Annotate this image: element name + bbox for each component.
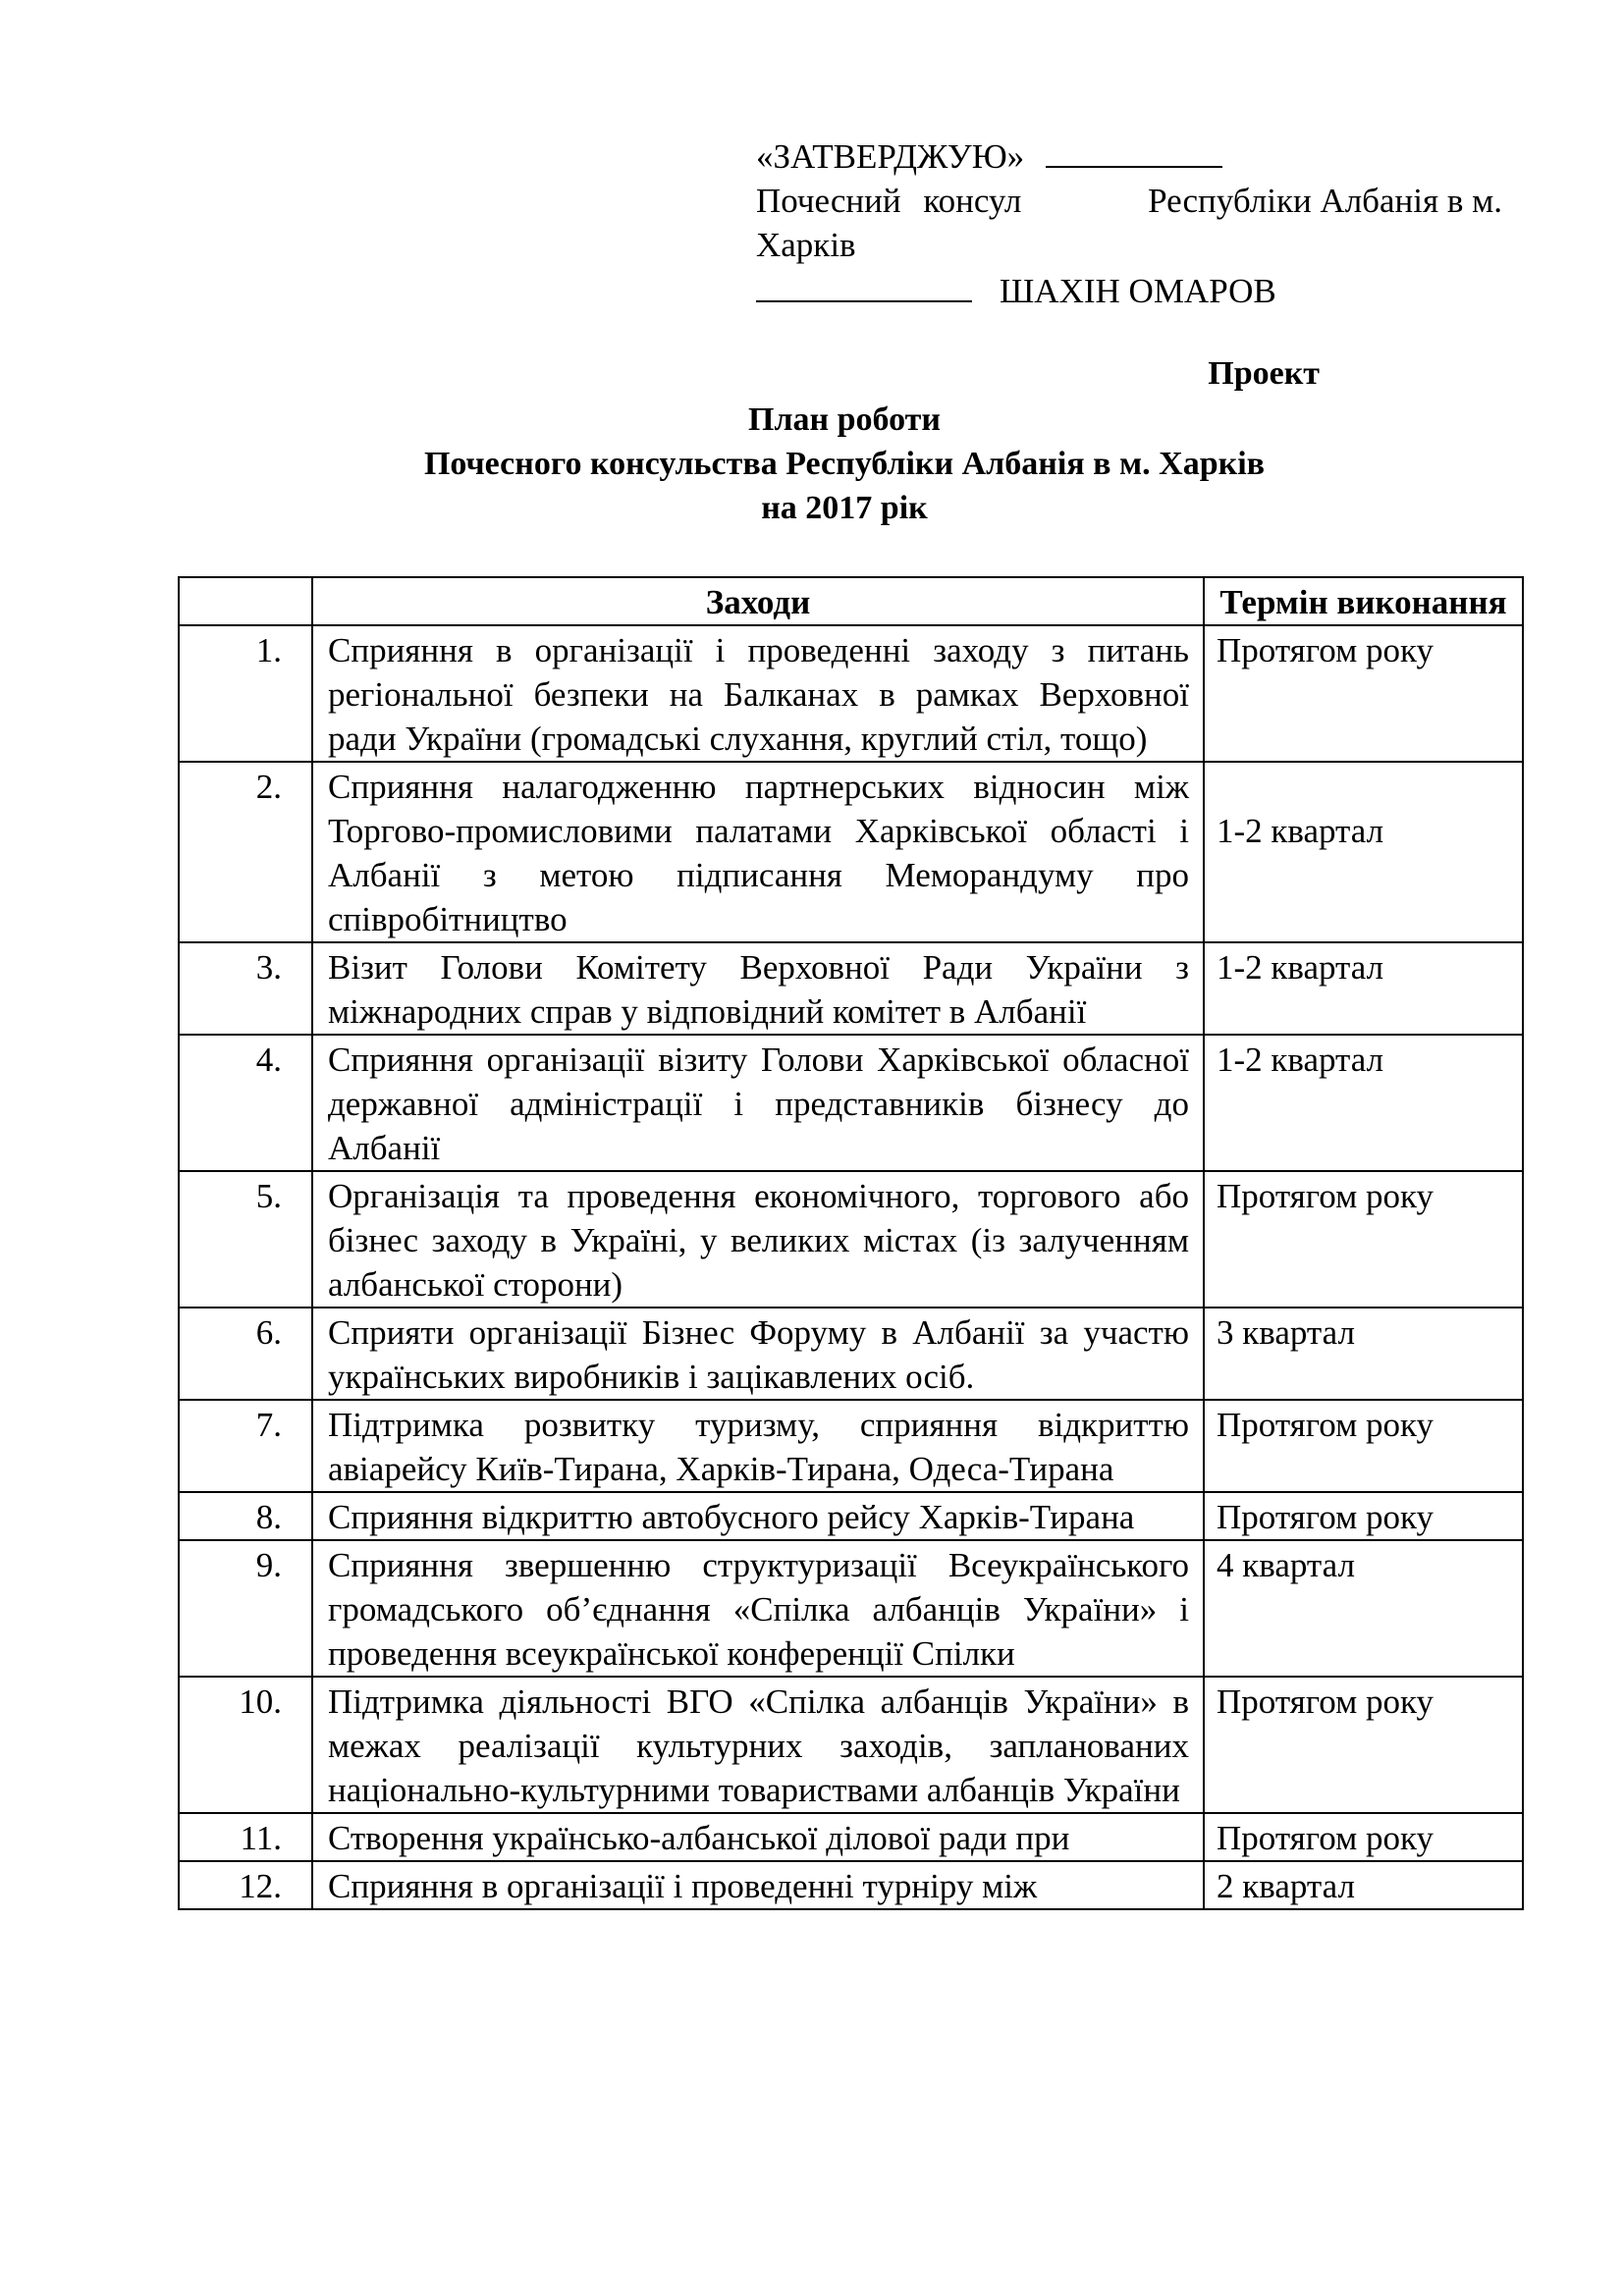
row-event: Підтримка розвитку туризму, сприяння відкриттю авіарейсу Київ-Тирана, Харків-Тирана, Одеса-Тирана (312, 1400, 1204, 1492)
signature-row (756, 267, 1522, 313)
row-event: Сприяння звершенню структуризації Всеукраїнського громадського об’єднання «Спілка албанців України» і проведення всеукраїнської конференції Спілки (312, 1540, 1204, 1677)
table-row (179, 625, 1523, 762)
row-num: 2. (179, 762, 312, 942)
row-num: 4. (179, 1035, 312, 1171)
row-term: 1-2 квартал (1204, 942, 1523, 1035)
row-event: Сприяння налагодженню партнерських відносин між Торгово-промисловими палатами Харківської області і Албанії з метою підписання Меморандуму про співробітництво (312, 762, 1204, 942)
title-line-3: на 2017 рік (761, 490, 928, 526)
row-num: 1. (179, 625, 312, 762)
row-event: Візит Голови Комітету Верховної Ради України з міжнародних справ у відповідний комітет в Албанії (312, 942, 1204, 1035)
row-term: 1-2 квартал (1204, 762, 1523, 942)
row-event: Створення українсько-албанської ділової ради при (312, 1813, 1204, 1861)
row-num: 5. (179, 1171, 312, 1308)
row-term: Протягом року (1204, 625, 1523, 762)
row-num: 12. (179, 1861, 312, 1909)
row-term: Протягом року (1204, 1492, 1523, 1540)
approve-label: «ЗАТВЕРДЖУЮ» (756, 137, 1025, 176)
consul-position-line (756, 179, 1502, 223)
signature-line (1046, 133, 1222, 168)
row-num: 10. (179, 1677, 312, 1813)
row-term: 4 квартал (1204, 1540, 1523, 1677)
work-plan-table (178, 576, 1524, 1910)
consul-name: ШАХІН ОМАРОВ (1000, 272, 1276, 310)
table-row (179, 1861, 1523, 1909)
row-term: Протягом року (1204, 1171, 1523, 1308)
table-row (179, 1171, 1523, 1308)
row-event: Сприяння відкриттю автобусного рейсу Харків-Тирана (312, 1492, 1204, 1540)
row-num: 7. (179, 1400, 312, 1492)
table-header-row (179, 577, 1523, 625)
row-term: 3 квартал (1204, 1308, 1523, 1400)
consul-position: Почесний консул (756, 182, 1022, 220)
table-row (179, 1308, 1523, 1400)
row-num: 6. (179, 1308, 312, 1400)
header-event: Заходи (312, 577, 1204, 625)
table-row (179, 1540, 1523, 1677)
row-num: 11. (179, 1813, 312, 1861)
table-row (179, 762, 1523, 942)
row-num: 3. (179, 942, 312, 1035)
row-term: 1-2 квартал (1204, 1035, 1523, 1171)
table-row (179, 1813, 1523, 1861)
row-term: Протягом року (1204, 1813, 1523, 1861)
row-event: Організація та проведення економічного, торгового або бізнес заходу в Україні, у великих містах (із залученням албанської сторони) (312, 1171, 1204, 1308)
row-event: Сприяти організації Бізнес Форуму в Албанії за участю українських виробників і зацікавлених осіб. (312, 1308, 1204, 1400)
approval-line (756, 133, 1522, 179)
table-row (179, 1400, 1523, 1492)
header-num (179, 577, 312, 625)
header-term: Термін виконання (1204, 577, 1523, 625)
row-term: Протягом року (1204, 1400, 1523, 1492)
signature-line-2 (756, 267, 972, 302)
approval-block (756, 133, 1522, 313)
table-row (179, 1035, 1523, 1171)
table-row (179, 942, 1523, 1035)
row-event: Підтримка діяльності ВГО «Спілка албанців України» в межах реалізації культурних заходів, запланованих національно-культурними товариствами албанців України (312, 1677, 1204, 1813)
row-event: Сприяння в організації і проведенні турніру між (312, 1861, 1204, 1909)
row-event: Сприяння в організації і проведенні заходу з питань регіональної безпеки на Балканах в рамках Верховної ради України (громадські слухання, круглий стіл, тощо) (312, 625, 1204, 762)
table-row (179, 1492, 1523, 1540)
row-term: Протягом року (1204, 1677, 1523, 1813)
row-event: Сприяння організації візиту Голови Харківської обласної державної адміністрації і представників бізнесу до Албанії (312, 1035, 1204, 1171)
project-label: Проект (1208, 355, 1320, 392)
document-title (0, 398, 1624, 530)
title-line-1: План роботи (748, 401, 941, 438)
row-num: 9. (179, 1540, 312, 1677)
table-row (179, 1677, 1523, 1813)
title-line-2: Почесного консульства Республіки Албанія в м. Харків (423, 446, 1266, 482)
consul-city: Харків (756, 226, 856, 264)
row-num: 8. (179, 1492, 312, 1540)
row-term: 2 квартал (1204, 1861, 1523, 1909)
consul-position-2: Республіки Албанія в м. (1148, 182, 1502, 220)
